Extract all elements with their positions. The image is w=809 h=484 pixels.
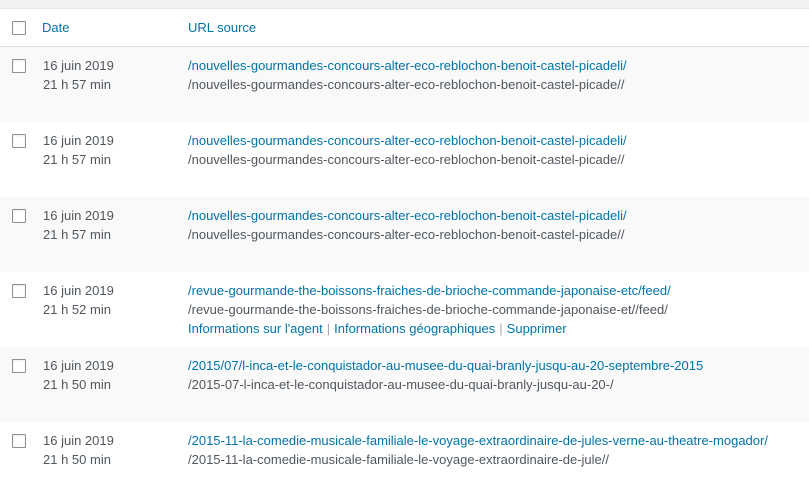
row-time: 21 h 52 min	[43, 302, 111, 317]
action-separator: |	[326, 321, 331, 336]
date-cell	[37, 197, 188, 244]
url-raw: /nouvelles-gourmandes-concours-alter-eco-reblochon-benoit-castel-picade//	[188, 152, 625, 167]
url-link[interactable]: /revue-gourmande-the-boissons-fraiches-de-brioche-commande-japonaise-etc/feed/	[188, 283, 671, 298]
row-checkbox[interactable]	[12, 134, 26, 148]
row-time: 21 h 50 min	[43, 377, 111, 392]
action-separator: |	[499, 321, 503, 336]
row-date: 16 juin 2019	[43, 283, 114, 298]
row-date: 16 juin 2019	[43, 433, 114, 448]
row-time: 21 h 57 min	[43, 77, 111, 92]
table-row	[0, 272, 809, 347]
url-raw: /nouvelles-gourmandes-concours-alter-eco-reblochon-benoit-castel-picade//	[188, 77, 625, 92]
date-cell	[37, 272, 188, 319]
row-checkbox[interactable]	[12, 359, 26, 373]
row-date: 16 juin 2019	[43, 358, 114, 373]
url-cell	[188, 47, 809, 94]
row-date: 16 juin 2019	[43, 133, 114, 148]
date-cell	[37, 122, 188, 169]
url-cell	[188, 197, 809, 244]
date-cell	[37, 47, 188, 94]
table-row	[0, 347, 809, 422]
url-link[interactable]: /2015-11-la-comedie-musicale-familiale-le-voyage-extraordinaire-de-jules-verne-au-theatre-mogador/	[188, 433, 768, 448]
row-checkbox[interactable]	[12, 434, 26, 448]
url-link[interactable]: /2015/07/l-inca-et-le-conquistador-au-musee-du-quai-branly-jusqu-au-20-septembre-2015	[188, 358, 704, 373]
row-checkbox[interactable]	[12, 209, 26, 223]
delete-link[interactable]: Supprimer	[506, 321, 567, 336]
date-cell	[37, 422, 188, 469]
row-date: 16 juin 2019	[43, 58, 114, 73]
table-row	[0, 197, 809, 272]
top-strip	[0, 0, 809, 9]
row-time: 21 h 57 min	[43, 227, 111, 242]
agent-info-link[interactable]: Informations sur l'agent	[188, 321, 323, 336]
url-cell	[188, 272, 809, 338]
url-raw: /2015-11-la-comedie-musicale-familiale-le-voyage-extraordinaire-de-jule//	[188, 452, 609, 467]
row-actions	[188, 319, 809, 338]
row-checkbox[interactable]	[12, 59, 26, 73]
select-all-cell	[0, 21, 37, 35]
url-cell	[188, 422, 809, 469]
date-column-header[interactable]: Date	[42, 20, 70, 35]
geo-info-link[interactable]: Informations géographiques	[334, 321, 496, 336]
row-checkbox[interactable]	[12, 284, 26, 298]
table-row	[0, 47, 809, 122]
table-header	[0, 9, 809, 47]
url-raw: /revue-gourmande-the-boissons-fraiches-de-brioche-commande-japonaise-et//feed/	[188, 302, 668, 317]
select-all-checkbox[interactable]	[12, 21, 26, 35]
url-source-column-header[interactable]: URL source	[188, 20, 257, 35]
date-cell	[37, 347, 188, 394]
row-time: 21 h 57 min	[43, 152, 111, 167]
row-time: 21 h 50 min	[43, 452, 111, 467]
url-link[interactable]: /nouvelles-gourmandes-concours-alter-eco-reblochon-benoit-castel-picadeli/	[188, 58, 627, 73]
url-raw: /nouvelles-gourmandes-concours-alter-eco-reblochon-benoit-castel-picade//	[188, 227, 625, 242]
table-row	[0, 122, 809, 197]
url-cell	[188, 122, 809, 169]
row-date: 16 juin 2019	[43, 208, 114, 223]
url-link[interactable]: /nouvelles-gourmandes-concours-alter-eco-reblochon-benoit-castel-picadeli/	[188, 133, 627, 148]
table-row	[0, 422, 809, 484]
url-link[interactable]: /nouvelles-gourmandes-concours-alter-eco-reblochon-benoit-castel-picadeli/	[188, 208, 627, 223]
url-raw: /2015-07-l-inca-et-le-conquistador-au-musee-du-quai-branly-jusqu-au-20-/	[188, 377, 614, 392]
url-cell	[188, 347, 809, 394]
